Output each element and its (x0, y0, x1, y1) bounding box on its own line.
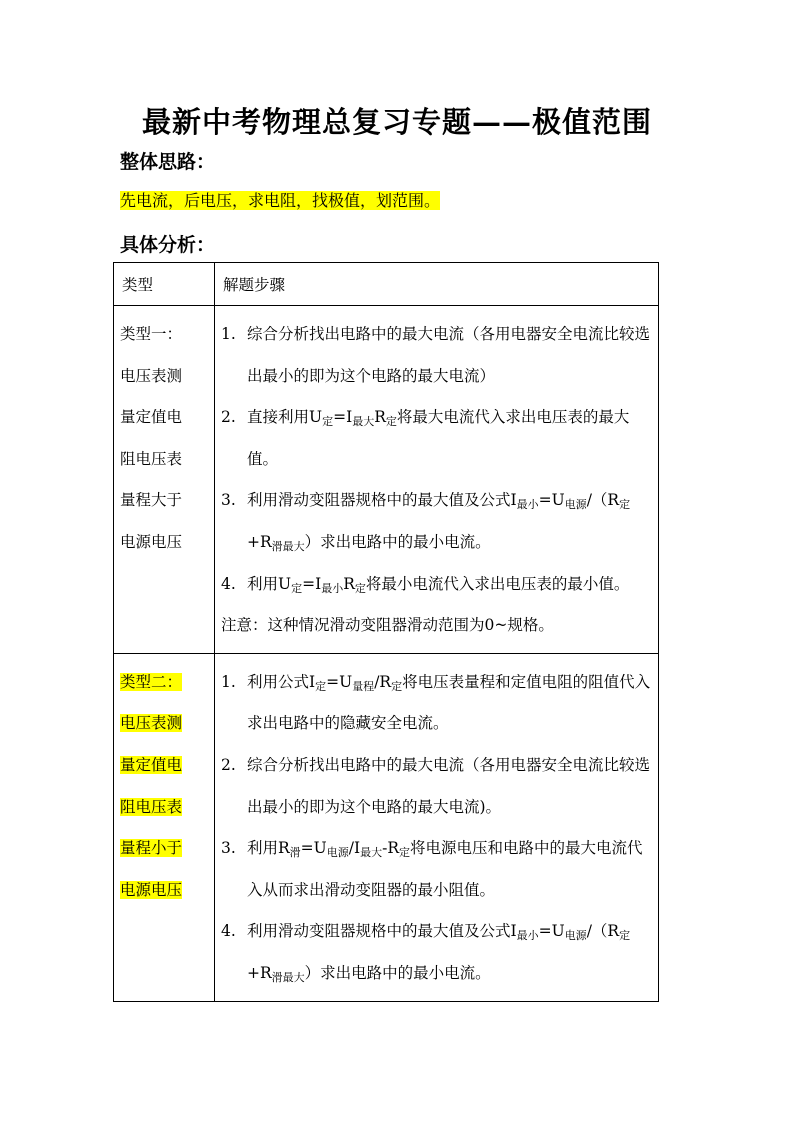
step-text: -R (382, 839, 400, 858)
step-text: 将最大电流代入求出电压表的最大值。 (247, 408, 630, 468)
type-label-text: 阻电压表 (120, 797, 183, 816)
step-text: 将电源电压和电路中的最大电流代入从而求出滑动变阻器的最小阻值。 (247, 839, 643, 899)
step-item (221, 480, 652, 563)
analysis-table (113, 262, 659, 1002)
step-number: 4. (221, 574, 236, 593)
overall-idea-text: 先电流，后电压，求电阻，找极值，划范围。 (120, 191, 441, 210)
subscript: 定 (399, 846, 411, 860)
type-label-text: 电源电压 (120, 532, 183, 551)
step-text: R (374, 408, 386, 427)
step-number: 1. (221, 672, 236, 691)
step-text: /R (374, 672, 392, 691)
type-label-line (120, 745, 214, 787)
subscript: 定 (291, 581, 303, 595)
type1-steps-cell (215, 306, 659, 654)
step-text: /I (348, 839, 361, 858)
type-label-text: 量定值电 (120, 755, 183, 774)
type-label-text: 类型二： (120, 672, 183, 691)
subscript: 滑最大 (271, 539, 305, 553)
subscript: 电源 (326, 846, 349, 860)
step-number: 3. (221, 839, 236, 858)
step-item (221, 662, 652, 745)
step-text: ）求出电路中的最小电流。 (304, 532, 491, 551)
step-text: /（R (586, 491, 620, 510)
step-text: 直接利用U (247, 408, 323, 427)
type-label-line (120, 870, 214, 912)
type-label-line (120, 439, 214, 481)
table-row-type1 (114, 306, 659, 654)
type-label-line (120, 397, 214, 439)
step-number: 4. (221, 922, 236, 941)
subscript: 定 (354, 581, 366, 595)
step-item (221, 564, 652, 606)
subscript: 电源 (564, 929, 587, 943)
step-text: 综合分析找出电路中的最大电流（各用电器安全电流比较选出最小的即为这个电路的最大电流） (247, 325, 651, 385)
step-text: ）求出电路中的最小电流。 (304, 963, 491, 982)
type-label-text: 量定值电 (120, 408, 183, 427)
col-type-header: 类型 (114, 263, 215, 306)
subscript: 量程 (352, 679, 375, 693)
step-text: =U (538, 922, 565, 941)
type-label-line (120, 522, 214, 564)
type-label-line (120, 787, 214, 829)
subscript: 定 (315, 679, 327, 693)
step-item (221, 314, 652, 397)
overall-idea (120, 188, 440, 211)
subscript: 滑最大 (271, 970, 305, 984)
type-label-text: 阻电压表 (120, 449, 183, 468)
type-label-line (120, 662, 214, 704)
step-number: 2. (221, 408, 236, 427)
step-text: 利用滑动变阻器规格中的最大值及公式I (247, 922, 517, 941)
type-label-line (120, 356, 214, 398)
step-number: 2. (221, 755, 236, 774)
subscript: 定 (385, 415, 397, 429)
step-text: 综合分析找出电路中的最大电流（各用电器安全电流比较选出最小的即为这个电路的最大电流)。 (247, 755, 651, 816)
step-text: +R (247, 532, 272, 551)
subscript: 滑 (289, 846, 301, 860)
step-text: 将最小电流代入求出电压表的最小值。 (365, 574, 630, 593)
type-label-line (120, 480, 214, 522)
type2-steps-cell (215, 653, 659, 1001)
step-item (221, 828, 652, 911)
type-label-text: 电源电压 (120, 880, 183, 899)
step-number: 1. (221, 325, 236, 343)
step-text: =U (326, 672, 353, 691)
type-label-text: 量程大于 (120, 491, 183, 510)
table-header-row (114, 263, 659, 306)
subscript: 定 (619, 929, 631, 943)
subscript: 最小 (321, 581, 344, 595)
subscript: 定 (391, 679, 403, 693)
type-label-text: 电压表测 (120, 366, 183, 385)
step-text: 利用滑动变阻器规格中的最大值及公式I (247, 491, 517, 510)
step-item (221, 911, 652, 994)
col-steps-header: 解题步骤 (215, 263, 659, 306)
step-text: 利用R (247, 839, 290, 858)
type-label-text: 电压表测 (120, 714, 183, 733)
step-text: 利用公式I (247, 672, 316, 691)
step-item (221, 745, 652, 828)
subscript: 最大 (360, 846, 383, 860)
step-text: =I (302, 574, 322, 593)
overall-label: 整体思路： (120, 151, 216, 173)
step-text: R (343, 574, 355, 593)
type1-cell (114, 306, 215, 654)
step-text: 将电压表量程和定值电阻的阻值代入求出电路中的隐藏安全电流。 (247, 672, 651, 733)
subscript: 电源 (564, 498, 587, 512)
type-label-text: 量程小于 (120, 839, 183, 858)
type2-cell (114, 653, 215, 1001)
detail-label: 具体分析： (120, 234, 216, 256)
table-row-type2 (114, 653, 659, 1001)
step-text: 利用U (247, 574, 292, 593)
step-text: =U (538, 491, 565, 510)
step-text: =U (300, 839, 327, 858)
subscript: 最大 (352, 415, 375, 429)
step-text: =I (333, 408, 353, 427)
type-label-line (120, 314, 214, 356)
subscript: 最小 (516, 498, 539, 512)
page-title: 最新中考物理总复习专题——极值范围 (141, 105, 652, 139)
type-label-line (120, 828, 214, 870)
type-label-text: 类型一： (120, 325, 183, 343)
type-label-line (120, 703, 214, 745)
note-text: 注意：这种情况滑动变阻器滑动范围为0~规格。 (221, 616, 554, 635)
subscript: 定 (619, 498, 631, 512)
step-number: 3. (221, 491, 236, 510)
step-item (221, 397, 652, 480)
subscript: 定 (322, 415, 334, 429)
step-text: /（R (586, 922, 620, 941)
step-text: +R (247, 963, 272, 982)
subscript: 最小 (516, 929, 539, 943)
